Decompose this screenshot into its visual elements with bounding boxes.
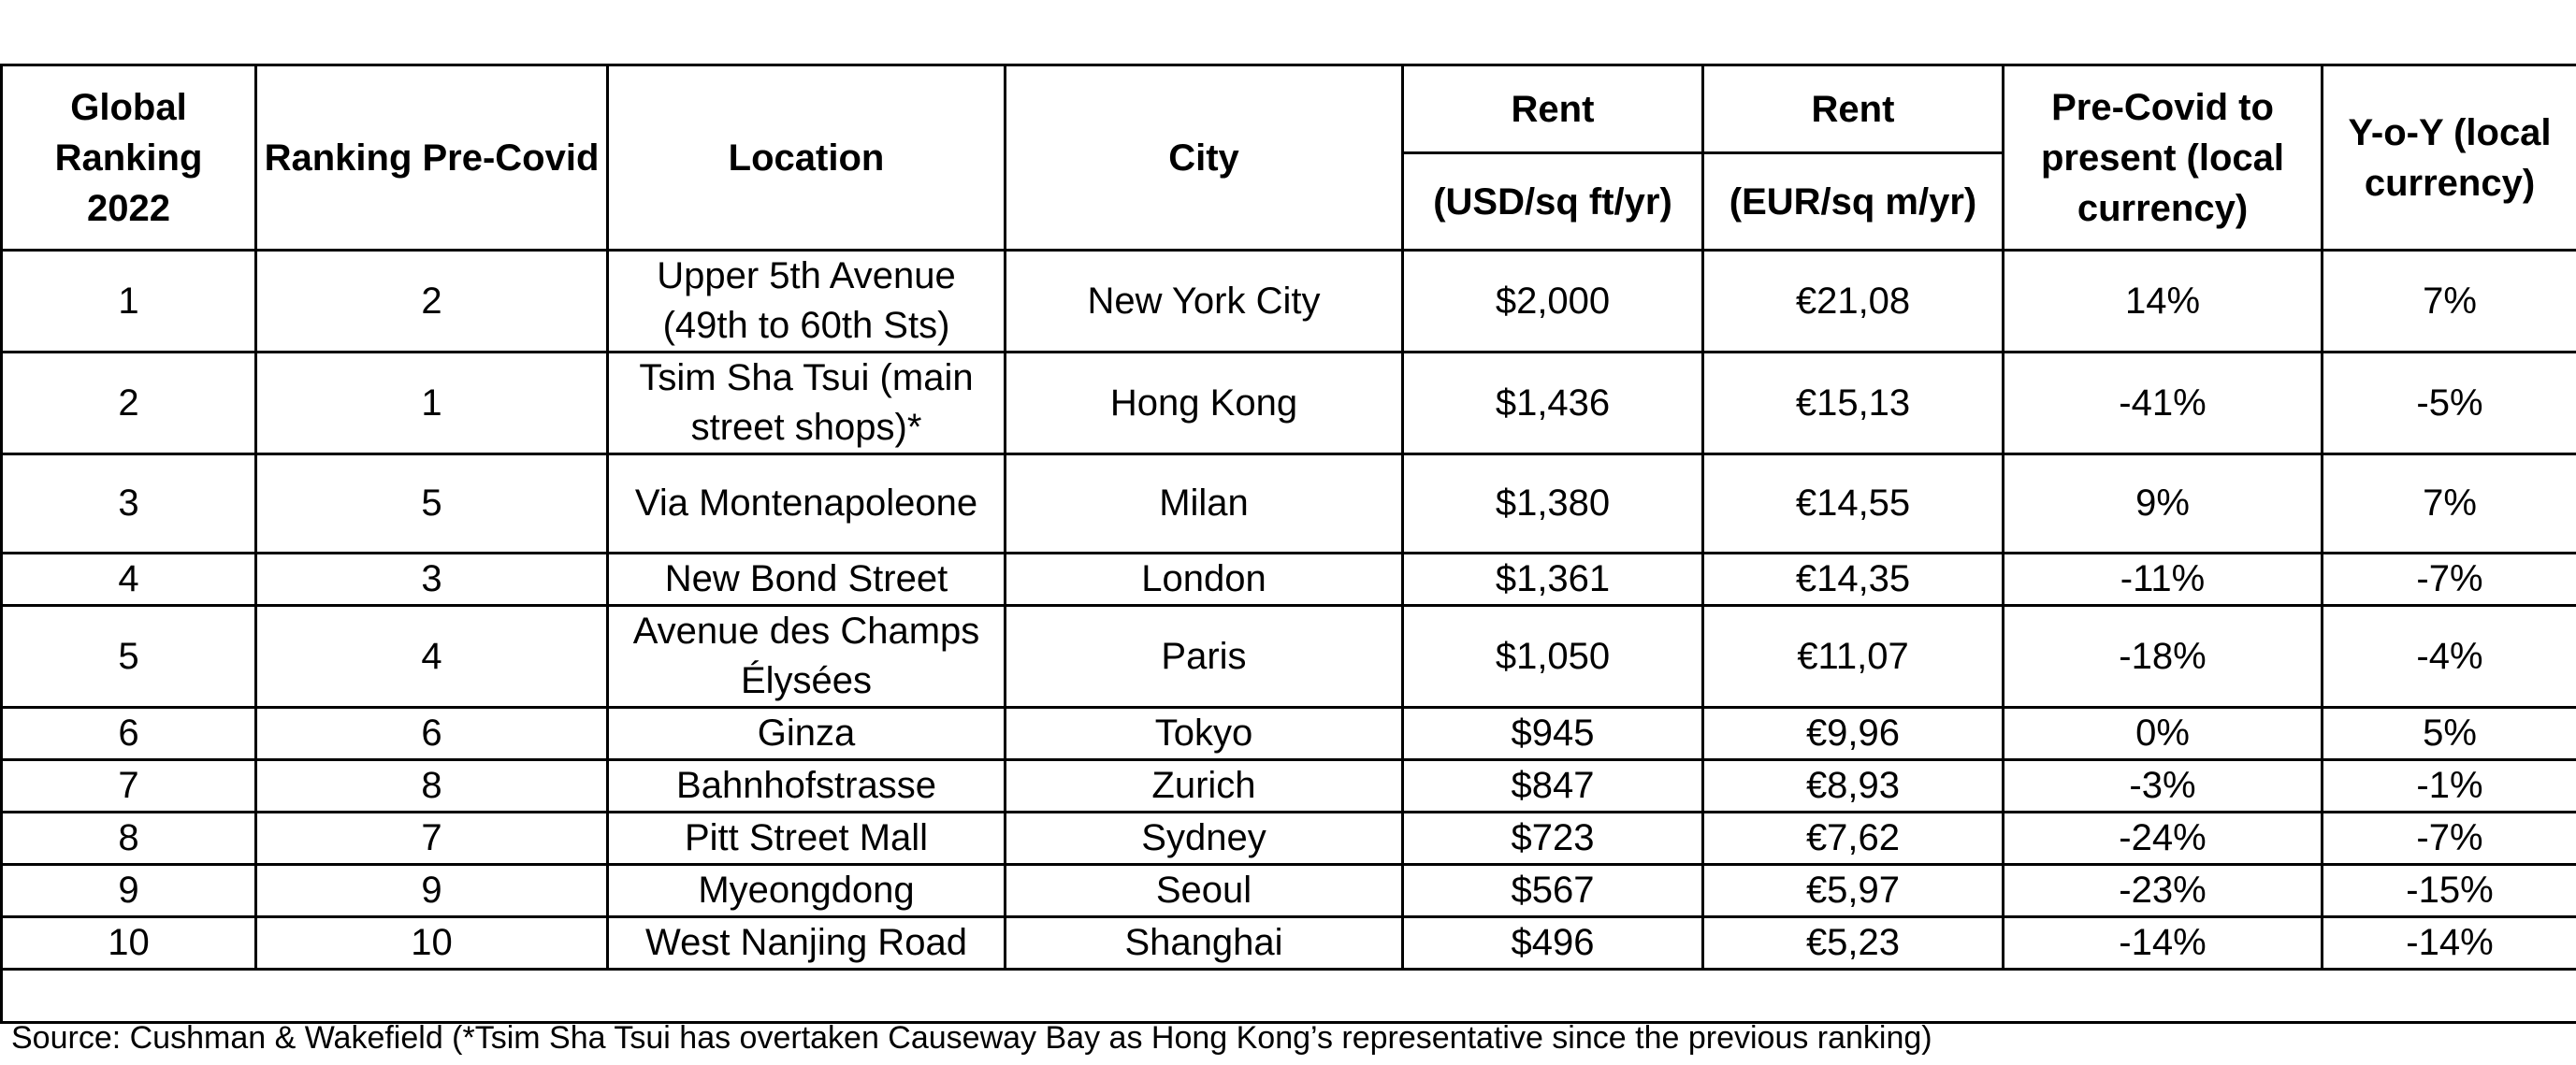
header-ranking-pre-covid: Ranking Pre-Covid bbox=[256, 65, 608, 251]
cell-pre-covid-change: 0% bbox=[2004, 708, 2323, 760]
cell-pre-covid-rank: 2 bbox=[256, 251, 608, 353]
cell-city: Sydney bbox=[1006, 813, 1403, 865]
cell-city: Milan bbox=[1006, 454, 1403, 554]
cell-city: Paris bbox=[1006, 606, 1403, 708]
cell-city: Seoul bbox=[1006, 865, 1403, 917]
cell-rent-eur: €8,93 bbox=[1703, 760, 2004, 813]
table-header-row-top bbox=[2, 65, 2576, 153]
header-rent-eur-unit: (EUR/sq m/yr) bbox=[1703, 153, 2004, 251]
cell-yoy-change: -15% bbox=[2323, 865, 2576, 917]
cell-rent-usd: $2,000 bbox=[1403, 251, 1703, 353]
header-pre-covid-change: Pre-Covid to present (local currency) bbox=[2004, 65, 2323, 251]
table-body bbox=[2, 251, 2576, 1023]
cell-location: New Bond Street bbox=[608, 554, 1006, 606]
cell-location: Bahnhofstrasse bbox=[608, 760, 1006, 813]
cell-pre-covid-change: -41% bbox=[2004, 353, 2323, 454]
cell-global-rank: 10 bbox=[2, 917, 256, 970]
cell-rent-usd: $1,380 bbox=[1403, 454, 1703, 554]
header-location: Location bbox=[608, 65, 1006, 251]
cell-pre-covid-rank: 5 bbox=[256, 454, 608, 554]
cell-yoy-change: -7% bbox=[2323, 813, 2576, 865]
header-yoy-change: Y-o-Y (local currency) bbox=[2323, 65, 2576, 251]
cell-yoy-change: 7% bbox=[2323, 454, 2576, 554]
cell-pre-covid-change: -18% bbox=[2004, 606, 2323, 708]
cell-yoy-change: -5% bbox=[2323, 353, 2576, 454]
cell-rent-eur: €14,55 bbox=[1703, 454, 2004, 554]
cell-location: Avenue des Champs Élysées bbox=[608, 606, 1006, 708]
table-row bbox=[2, 813, 2576, 865]
cell-global-rank: 5 bbox=[2, 606, 256, 708]
spacer-cell bbox=[2323, 970, 2576, 1023]
table-row bbox=[2, 865, 2576, 917]
cell-yoy-change: 7% bbox=[2323, 251, 2576, 353]
cell-location: Myeongdong bbox=[608, 865, 1006, 917]
table-row bbox=[2, 251, 2576, 353]
table-row bbox=[2, 917, 2576, 970]
cell-location: Pitt Street Mall bbox=[608, 813, 1006, 865]
cell-global-rank: 2 bbox=[2, 353, 256, 454]
table-spacer-row bbox=[2, 970, 2576, 1023]
cell-yoy-change: -7% bbox=[2323, 554, 2576, 606]
table-row bbox=[2, 708, 2576, 760]
cell-yoy-change: -4% bbox=[2323, 606, 2576, 708]
cell-pre-covid-rank: 3 bbox=[256, 554, 608, 606]
spacer-cell bbox=[1006, 970, 1403, 1023]
header-rent-usd-unit: (USD/sq ft/yr) bbox=[1403, 153, 1703, 251]
cell-rent-usd: $723 bbox=[1403, 813, 1703, 865]
table-row bbox=[2, 353, 2576, 454]
cell-city: New York City bbox=[1006, 251, 1403, 353]
cell-pre-covid-rank: 9 bbox=[256, 865, 608, 917]
cell-location: West Nanjing Road bbox=[608, 917, 1006, 970]
cell-rent-usd: $847 bbox=[1403, 760, 1703, 813]
cell-location: Tsim Sha Tsui (main street shops)* bbox=[608, 353, 1006, 454]
rent-ranking-table bbox=[0, 64, 2576, 1024]
cell-rent-eur: €5,23 bbox=[1703, 917, 2004, 970]
cell-pre-covid-change: -3% bbox=[2004, 760, 2323, 813]
cell-pre-covid-rank: 1 bbox=[256, 353, 608, 454]
cell-global-rank: 4 bbox=[2, 554, 256, 606]
cell-global-rank: 7 bbox=[2, 760, 256, 813]
cell-pre-covid-change: -11% bbox=[2004, 554, 2323, 606]
cell-pre-covid-rank: 8 bbox=[256, 760, 608, 813]
cell-global-rank: 9 bbox=[2, 865, 256, 917]
cell-rent-eur: €15,13 bbox=[1703, 353, 2004, 454]
cell-pre-covid-change: 9% bbox=[2004, 454, 2323, 554]
cell-location: Via Montenapoleone bbox=[608, 454, 1006, 554]
cell-pre-covid-rank: 10 bbox=[256, 917, 608, 970]
cell-rent-usd: $567 bbox=[1403, 865, 1703, 917]
cell-pre-covid-rank: 7 bbox=[256, 813, 608, 865]
cell-city: Shanghai bbox=[1006, 917, 1403, 970]
cell-city: London bbox=[1006, 554, 1403, 606]
cell-yoy-change: 5% bbox=[2323, 708, 2576, 760]
cell-rent-eur: €14,35 bbox=[1703, 554, 2004, 606]
spacer-cell bbox=[2, 970, 256, 1023]
cell-rent-usd: $1,436 bbox=[1403, 353, 1703, 454]
cell-pre-covid-rank: 6 bbox=[256, 708, 608, 760]
spacer-cell bbox=[2004, 970, 2323, 1023]
table-row bbox=[2, 606, 2576, 708]
table-row bbox=[2, 760, 2576, 813]
cell-pre-covid-rank: 4 bbox=[256, 606, 608, 708]
cell-city: Zurich bbox=[1006, 760, 1403, 813]
spacer-cell bbox=[256, 970, 608, 1023]
cell-city: Tokyo bbox=[1006, 708, 1403, 760]
spacer-cell bbox=[608, 970, 1006, 1023]
cell-rent-usd: $1,361 bbox=[1403, 554, 1703, 606]
source-note: Source: Cushman & Wakefield (*Tsim Sha Tsui has overtaken Causeway Bay as Hong Kong’s representative since the previous ranking) bbox=[11, 1020, 1932, 1056]
cell-rent-eur: €11,07 bbox=[1703, 606, 2004, 708]
cell-global-rank: 6 bbox=[2, 708, 256, 760]
cell-global-rank: 3 bbox=[2, 454, 256, 554]
spacer-cell bbox=[1403, 970, 1703, 1023]
rent-table-container bbox=[0, 64, 2576, 1024]
cell-location: Ginza bbox=[608, 708, 1006, 760]
cell-rent-eur: €5,97 bbox=[1703, 865, 2004, 917]
cell-pre-covid-change: -24% bbox=[2004, 813, 2323, 865]
cell-rent-usd: $496 bbox=[1403, 917, 1703, 970]
header-global-ranking: Global Ranking 2022 bbox=[2, 65, 256, 251]
header-rent-eur: Rent bbox=[1703, 65, 2004, 153]
cell-city: Hong Kong bbox=[1006, 353, 1403, 454]
header-rent-usd: Rent bbox=[1403, 65, 1703, 153]
cell-global-rank: 8 bbox=[2, 813, 256, 865]
cell-pre-covid-change: 14% bbox=[2004, 251, 2323, 353]
cell-pre-covid-change: -14% bbox=[2004, 917, 2323, 970]
table-row bbox=[2, 454, 2576, 554]
cell-location: Upper 5th Avenue (49th to 60th Sts) bbox=[608, 251, 1006, 353]
cell-rent-eur: €21,08 bbox=[1703, 251, 2004, 353]
cell-global-rank: 1 bbox=[2, 251, 256, 353]
table-row bbox=[2, 554, 2576, 606]
cell-rent-usd: $945 bbox=[1403, 708, 1703, 760]
cell-pre-covid-change: -23% bbox=[2004, 865, 2323, 917]
cell-yoy-change: -14% bbox=[2323, 917, 2576, 970]
cell-yoy-change: -1% bbox=[2323, 760, 2576, 813]
spacer-cell bbox=[1703, 970, 2004, 1023]
header-city: City bbox=[1006, 65, 1403, 251]
cell-rent-usd: $1,050 bbox=[1403, 606, 1703, 708]
cell-rent-eur: €9,96 bbox=[1703, 708, 2004, 760]
cell-rent-eur: €7,62 bbox=[1703, 813, 2004, 865]
